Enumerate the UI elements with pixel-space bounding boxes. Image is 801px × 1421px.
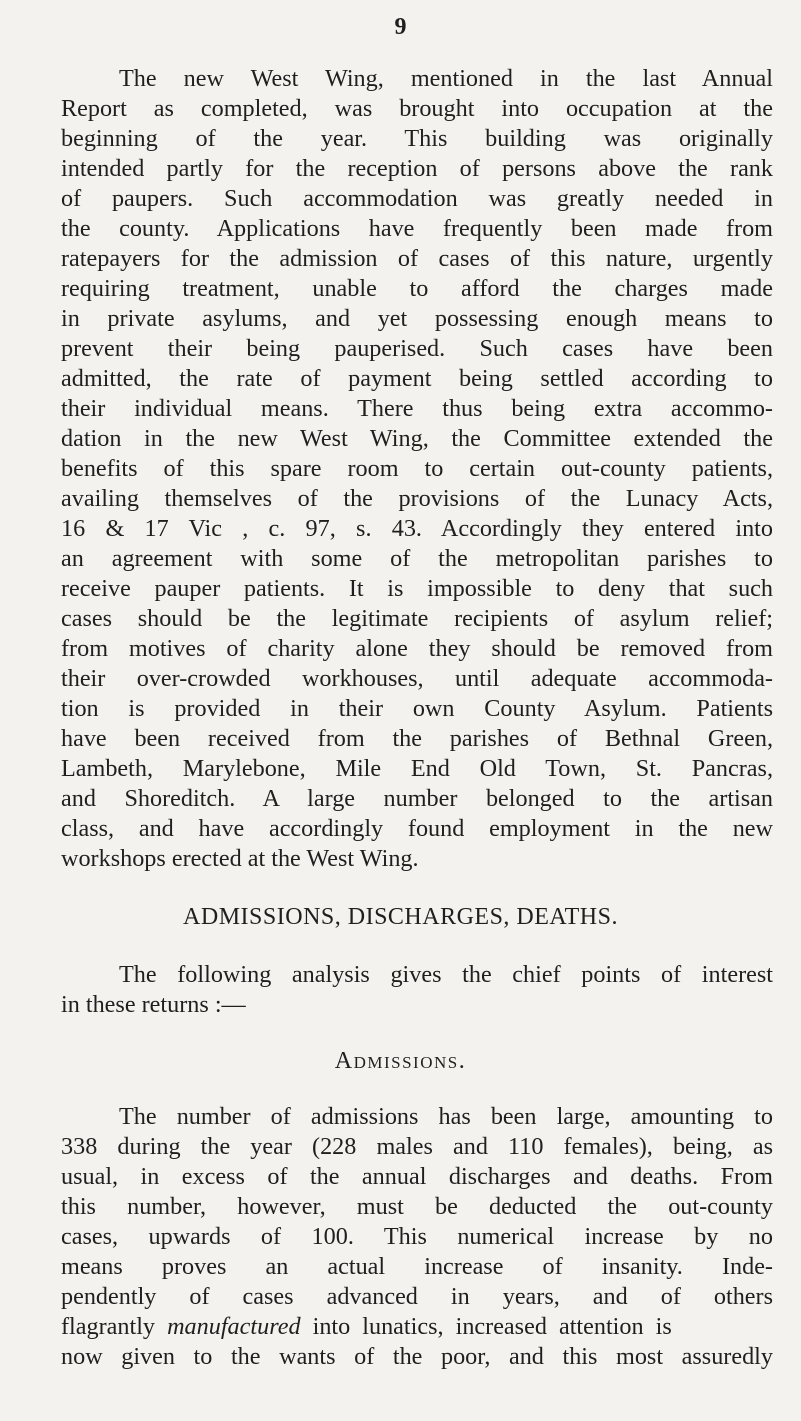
text-line: pendently of cases advanced in years, and of others	[61, 1283, 773, 1310]
emphasized-word: manufactured	[167, 1313, 301, 1340]
text-line: cases should be the legitimate recipients of asylum relief;	[61, 605, 773, 632]
text-line: the county. Applications have frequently been made from	[61, 215, 773, 242]
text-line: The new West Wing, mentioned in the last Annual	[119, 65, 773, 92]
section-heading: ADMISSIONS, DISCHARGES, DEATHS.	[183, 904, 618, 930]
text-line: their individual means. There thus being extra accommo-	[61, 395, 773, 422]
text-line: of paupers. Such accommodation was greatly needed in	[61, 185, 773, 212]
text-line: means proves an actual increase of insanity. Inde-	[61, 1253, 773, 1280]
page-number: 9	[394, 14, 407, 40]
text-line: have been received from the parishes of Bethnal Green,	[61, 725, 773, 752]
text-line: usual, in excess of the annual discharges and deaths. From	[61, 1163, 773, 1190]
text-line: workshops erected at the West Wing.	[61, 845, 419, 872]
text-line: their over-crowded workhouses, until adequate accommoda-	[61, 665, 773, 692]
text-line: Report as completed, was brought into occupation at the	[61, 95, 773, 122]
text-line: dation in the new West Wing, the Committee extended the	[61, 425, 773, 452]
text-line: beginning of the year. This building was originally	[61, 125, 773, 152]
text-segment: into lunatics, increased attention is	[300, 1313, 672, 1340]
text-line: requiring treatment, unable to afford the charges made	[61, 275, 773, 302]
text-line: from motives of charity alone they should be removed from	[61, 635, 773, 662]
text-line: ratepayers for the admission of cases of this nature, urgently	[61, 245, 773, 272]
text-line: The following analysis gives the chief points of interest	[119, 961, 773, 988]
text-line: an agreement with some of the metropolitan parishes to	[61, 545, 773, 572]
text-segment: flagrantly	[61, 1313, 168, 1340]
text-line: availing themselves of the provisions of the Lunacy Acts,	[61, 485, 773, 512]
text-line: admitted, the rate of payment being settled according to	[61, 365, 773, 392]
text-line: The number of admissions has been large, amounting to	[119, 1103, 773, 1130]
text-line: cases, upwards of 100. This numerical increase by no	[61, 1223, 773, 1250]
text-line: 16 & 17 Vic , c. 97, s. 43. Accordingly they entered into	[61, 515, 773, 542]
text-line: prevent their being pauperised. Such cases have been	[61, 335, 773, 362]
subsection-heading: Admissions.	[334, 1048, 467, 1074]
text-line: 338 during the year (228 males and 110 females), being, as	[61, 1133, 773, 1160]
text-line: Lambeth, Marylebone, Mile End Old Town, St. Pancras,	[61, 755, 773, 782]
text-line: in these returns :—	[61, 991, 246, 1018]
text-line: and Shoreditch. A large number belonged to the artisan	[61, 785, 773, 812]
text-line-with-emphasis	[61, 1312, 773, 1342]
text-line: this number, however, must be deducted the out-county	[61, 1193, 773, 1220]
text-line: benefits of this spare room to certain out-county patients,	[61, 455, 773, 482]
text-line: class, and have accordingly found employment in the new	[61, 815, 773, 842]
text-line: in private asylums, and yet possessing enough means to	[61, 305, 773, 332]
text-line: intended partly for the reception of persons above the rank	[61, 155, 773, 182]
text-line: tion is provided in their own County Asylum. Patients	[61, 695, 773, 722]
text-line: now given to the wants of the poor, and this most assuredly	[61, 1343, 773, 1370]
text-line: receive pauper patients. It is impossible to deny that such	[61, 575, 773, 602]
